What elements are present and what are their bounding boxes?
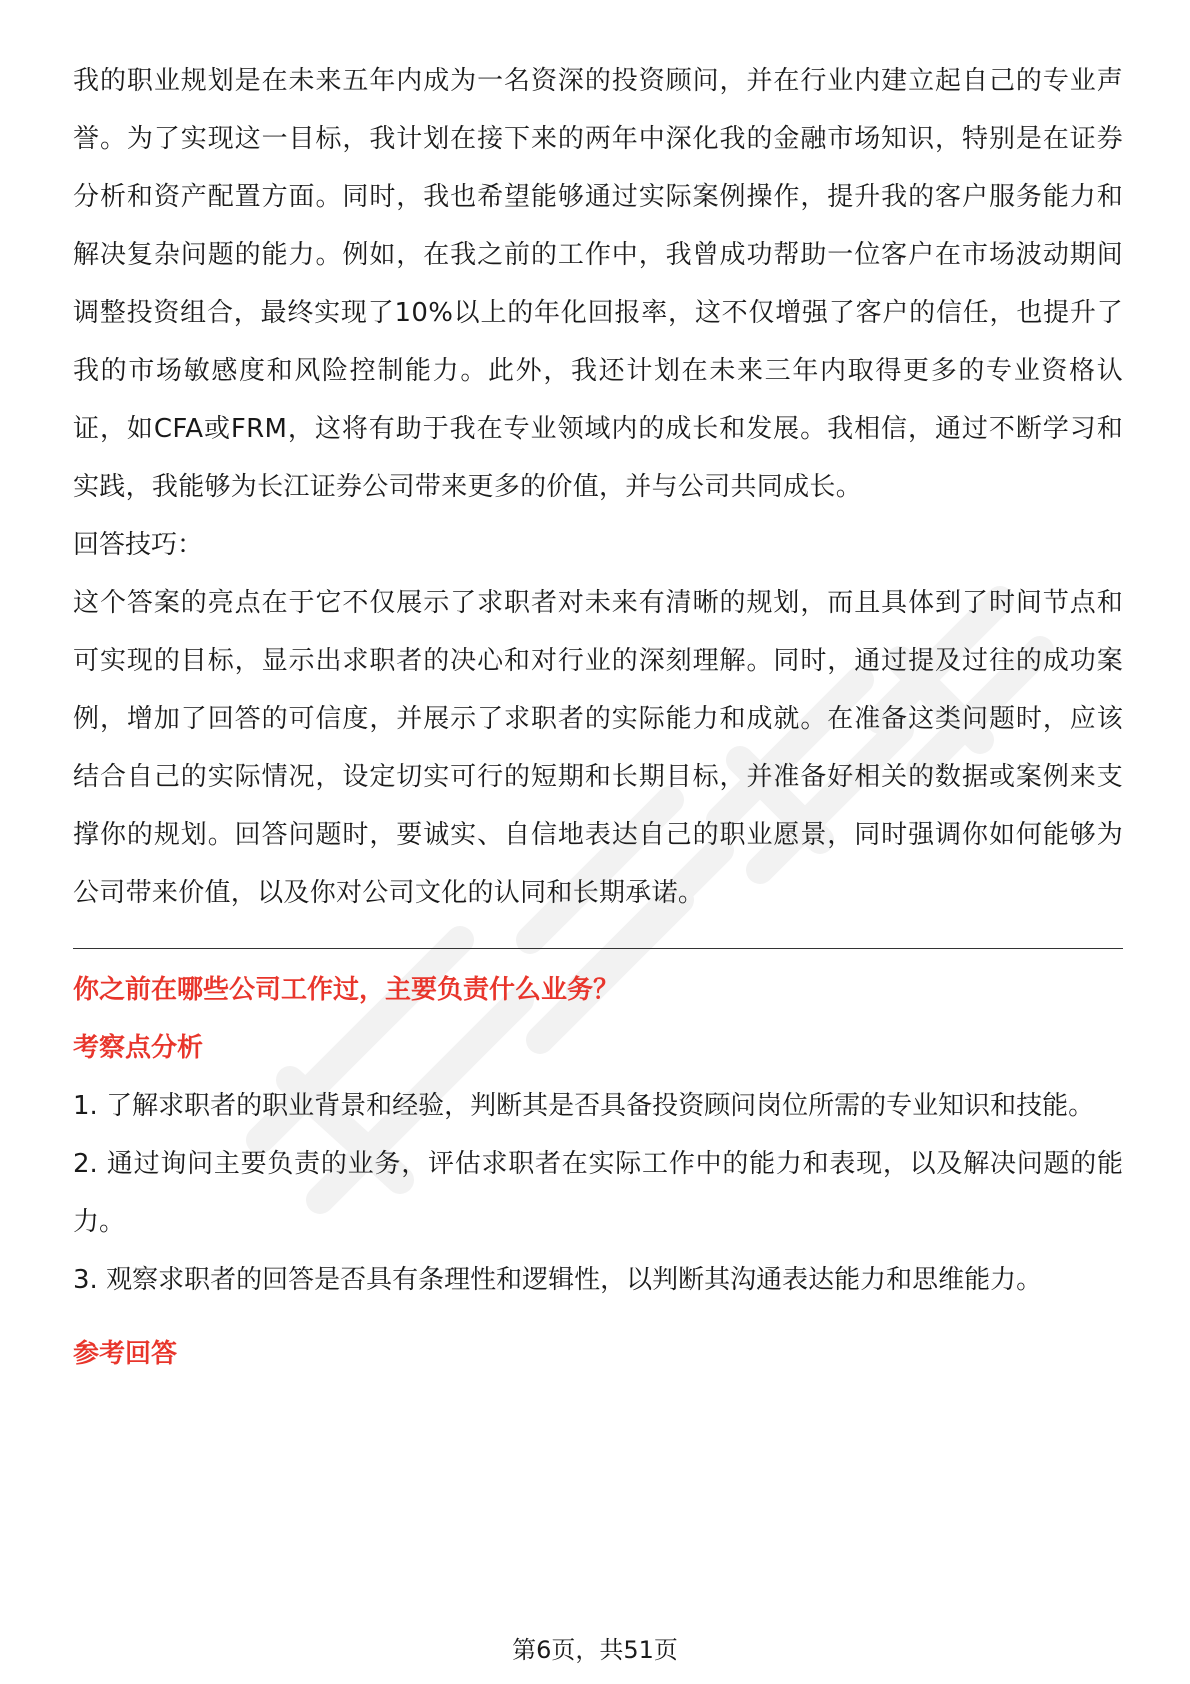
- answer-paragraph: 我的职业规划是在未来五年内成为一名资深的投资顾问，并在行业内建立起自己的专业声誉。为了实现这一目标，我计划在接下来的两年中深化我的金融市场知识，特别是在证券分析和资产配置方面。同时，我也希望能够通过实际案例操作，提升我的客户服务能力和解决复杂问题的能力。例如，在我之前的工作中，我曾成功帮助一位客户在市场波动期间调整投资组合，最终实现了10%以上的年化回报率，这不仅增强了客户的信任，也提升了我的市场敏感度和风险控制能力。此外，我还计划在未来三年内取得更多的专业资格认证，如CFA或FRM，这将有助于我在专业领域内的成长和发展。我相信，通过不断学习和实践，我能够为长江证券公司带来更多的价值，并与公司共同成长。: [73, 66, 1123, 502]
- analysis-point-2: 2. 通过询问主要负责的业务，评估求职者在实际工作中的能力和表现，以及解决问题的能力。: [73, 1149, 1123, 1237]
- page-content: [73, 52, 1123, 1383]
- tips-paragraph: 这个答案的亮点在于它不仅展示了求职者对未来有清晰的规划，而且具体到了时间节点和可实现的目标，显示出求职者的决心和对行业的深刻理解。同时，通过提及过往的成功案例，增加了回答的可信度，并展示了求职者的实际能力和成就。在准备这类问题时，应该结合自己的实际情况，设定切实可行的短期和长期目标，并准备好相关的数据或案例来支撑你的规划。回答问题时，要诚实、自信地表达自己的职业愿景，同时强调你如何能够为公司带来价值，以及你对公司文化的认同和长期承诺。: [73, 588, 1123, 908]
- reference-heading: 参考回答: [73, 1339, 178, 1369]
- analysis-heading: 考察点分析: [73, 1033, 204, 1063]
- tips-label: 回答技巧：: [73, 530, 204, 560]
- section-divider: [73, 948, 1123, 949]
- page-number: 第6页，共51页: [512, 1636, 678, 1664]
- analysis-point-3: 3. 观察求职者的回答是否具有条理性和逻辑性，以判断其沟通表达能力和思维能力。: [73, 1265, 1043, 1295]
- question-title: 你之前在哪些公司工作过，主要负责什么业务？: [73, 975, 620, 1005]
- analysis-point-1: 1. 了解求职者的职业背景和经验，判断其是否具备投资顾问岗位所需的专业知识和技能。: [73, 1091, 1095, 1121]
